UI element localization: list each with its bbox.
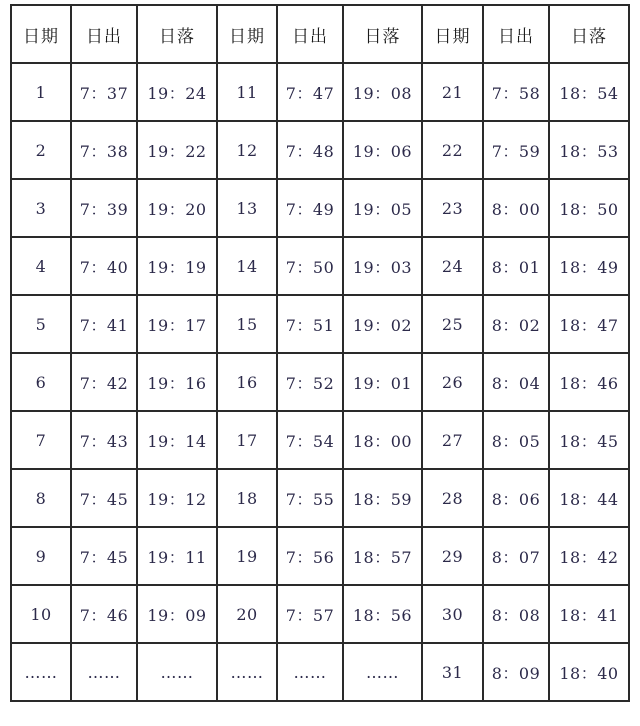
- cell-date: 22: [422, 121, 483, 179]
- cell-sunset: 19：14: [137, 411, 217, 469]
- cell-sunrise: 7：52: [277, 353, 343, 411]
- cell-sunset: 18：54: [549, 63, 629, 121]
- cell-sunset: 18：56: [343, 585, 422, 643]
- cell-sunrise: 7：51: [277, 295, 343, 353]
- cell-sunrise: 7：43: [71, 411, 137, 469]
- cell-sunrise: 7：59: [483, 121, 549, 179]
- cell-sunrise: 7：48: [277, 121, 343, 179]
- cell-sunrise: ……: [277, 643, 343, 701]
- cell-date: 1: [11, 63, 71, 121]
- cell-date: 31: [422, 643, 483, 701]
- table-row: [11, 121, 629, 179]
- cell-sunset: 18：44: [549, 469, 629, 527]
- cell-sunrise: 8：09: [483, 643, 549, 701]
- cell-sunrise: 7：54: [277, 411, 343, 469]
- sunrise-sunset-table: [10, 4, 630, 702]
- cell-date: 29: [422, 527, 483, 585]
- cell-sunset: 19：03: [343, 237, 422, 295]
- cell-date: 2: [11, 121, 71, 179]
- cell-sunset: 19：08: [343, 63, 422, 121]
- cell-sunrise: 8：00: [483, 179, 549, 237]
- cell-sunrise: 8：08: [483, 585, 549, 643]
- cell-sunset: 19：12: [137, 469, 217, 527]
- cell-sunset: 19：19: [137, 237, 217, 295]
- cell-date: 20: [217, 585, 277, 643]
- table-row: [11, 179, 629, 237]
- table-row: [11, 353, 629, 411]
- cell-date: 13: [217, 179, 277, 237]
- cell-sunset: 18：50: [549, 179, 629, 237]
- cell-date: 24: [422, 237, 483, 295]
- cell-sunrise: 7：42: [71, 353, 137, 411]
- header-sunset: 日落: [343, 5, 422, 63]
- cell-date: 9: [11, 527, 71, 585]
- cell-sunrise: 7：55: [277, 469, 343, 527]
- header-date: 日期: [422, 5, 483, 63]
- cell-sunset: 18：42: [549, 527, 629, 585]
- cell-sunrise: 8：07: [483, 527, 549, 585]
- cell-sunrise: 7：45: [71, 527, 137, 585]
- table-row: [11, 585, 629, 643]
- cell-date: 6: [11, 353, 71, 411]
- header-sunset: 日落: [549, 5, 629, 63]
- cell-sunrise: ……: [71, 643, 137, 701]
- cell-date: 14: [217, 237, 277, 295]
- cell-sunset: 18：59: [343, 469, 422, 527]
- cell-date: 4: [11, 237, 71, 295]
- header-date: 日期: [217, 5, 277, 63]
- cell-date: 19: [217, 527, 277, 585]
- cell-date: 10: [11, 585, 71, 643]
- cell-date: 7: [11, 411, 71, 469]
- cell-date: 15: [217, 295, 277, 353]
- header-sunrise: 日出: [483, 5, 549, 63]
- cell-date: 23: [422, 179, 483, 237]
- cell-sunset: 18：46: [549, 353, 629, 411]
- table-body: [11, 63, 629, 701]
- cell-date: 12: [217, 121, 277, 179]
- cell-sunset: 19：11: [137, 527, 217, 585]
- cell-sunset: 19：09: [137, 585, 217, 643]
- cell-sunset: 19：05: [343, 179, 422, 237]
- cell-date: 3: [11, 179, 71, 237]
- table-row: [11, 237, 629, 295]
- cell-sunset: 19：02: [343, 295, 422, 353]
- cell-date: 26: [422, 353, 483, 411]
- header-sunrise: 日出: [71, 5, 137, 63]
- cell-sunset: 19：01: [343, 353, 422, 411]
- cell-date: 28: [422, 469, 483, 527]
- header-sunset: 日落: [137, 5, 217, 63]
- cell-date: 11: [217, 63, 277, 121]
- cell-sunrise: 7：46: [71, 585, 137, 643]
- cell-sunrise: 8：05: [483, 411, 549, 469]
- cell-sunset: ……: [343, 643, 422, 701]
- table-row: [11, 411, 629, 469]
- cell-sunset: ……: [137, 643, 217, 701]
- cell-sunrise: 7：41: [71, 295, 137, 353]
- cell-sunset: 19：16: [137, 353, 217, 411]
- cell-sunrise: 7：57: [277, 585, 343, 643]
- cell-date: 30: [422, 585, 483, 643]
- cell-sunset: 19：06: [343, 121, 422, 179]
- table-row: [11, 643, 629, 701]
- cell-sunset: 19：17: [137, 295, 217, 353]
- cell-date: 27: [422, 411, 483, 469]
- cell-sunrise: 8：04: [483, 353, 549, 411]
- cell-sunset: 18：40: [549, 643, 629, 701]
- cell-sunset: 19：22: [137, 121, 217, 179]
- cell-date: 5: [11, 295, 71, 353]
- cell-date: ……: [11, 643, 71, 701]
- cell-sunset: 18：00: [343, 411, 422, 469]
- cell-sunset: 19：24: [137, 63, 217, 121]
- cell-sunset: 19：20: [137, 179, 217, 237]
- table-row: [11, 527, 629, 585]
- cell-sunrise: 7：38: [71, 121, 137, 179]
- cell-date: ……: [217, 643, 277, 701]
- cell-sunrise: 7：45: [71, 469, 137, 527]
- cell-date: 25: [422, 295, 483, 353]
- cell-sunrise: 7：49: [277, 179, 343, 237]
- cell-sunset: 18：57: [343, 527, 422, 585]
- table-row: [11, 63, 629, 121]
- cell-date: 18: [217, 469, 277, 527]
- cell-sunrise: 7：47: [277, 63, 343, 121]
- cell-date: 16: [217, 353, 277, 411]
- cell-sunset: 18：45: [549, 411, 629, 469]
- cell-sunrise: 8：01: [483, 237, 549, 295]
- cell-date: 8: [11, 469, 71, 527]
- cell-sunrise: 7：50: [277, 237, 343, 295]
- cell-sunrise: 8：06: [483, 469, 549, 527]
- cell-sunset: 18：47: [549, 295, 629, 353]
- cell-sunrise: 7：40: [71, 237, 137, 295]
- cell-sunset: 18：53: [549, 121, 629, 179]
- table-header-row: [11, 5, 629, 63]
- cell-sunrise: 8：02: [483, 295, 549, 353]
- cell-sunrise: 7：37: [71, 63, 137, 121]
- cell-date: 17: [217, 411, 277, 469]
- table-row: [11, 295, 629, 353]
- table-row: [11, 469, 629, 527]
- cell-date: 21: [422, 63, 483, 121]
- cell-sunrise: 7：58: [483, 63, 549, 121]
- cell-sunrise: 7：56: [277, 527, 343, 585]
- header-sunrise: 日出: [277, 5, 343, 63]
- cell-sunset: 18：41: [549, 585, 629, 643]
- header-date: 日期: [11, 5, 71, 63]
- cell-sunrise: 7：39: [71, 179, 137, 237]
- cell-sunset: 18：49: [549, 237, 629, 295]
